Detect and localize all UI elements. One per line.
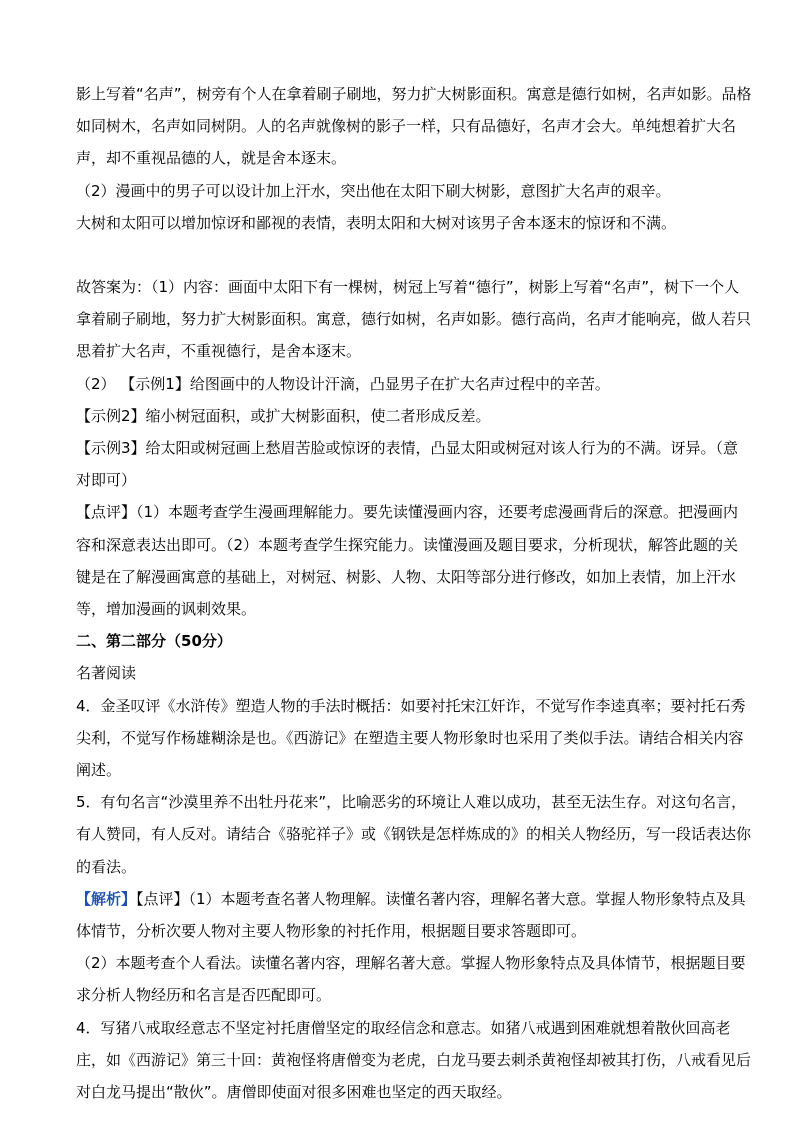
analysis-tag: 【解析】 (76, 889, 137, 908)
example-2: 【示例2】缩小树冠面积，或扩大树影面积，使二者形成反差。 (76, 406, 491, 425)
paragraph-gap (76, 239, 752, 271)
question-5: 5．有句名言“沙漠里养不出牡丹花来”，比喻恶劣的环境让人难以成功，甚至无法生存。对这句名言，有人赞同，有人反对。请结合《骆驼祥子》或《钢铁是怎样炼成的》的相关人物经历，写一段话表达你的看法。 (76, 793, 752, 876)
answer-paragraph-1: 影上写着“名声”，树旁有个人在拿着刷子刷地，努力扩大树影面积。寓意是德行如树，名声如影。品格如同树木，名声如同树阴。人的名声就像树的影子一样，只有品德好，名声才会大。单纯想着扩大名声，却不重视品德的人，就是舍本逐末。 (76, 85, 752, 168)
example-1: （2） 【示例1】给图画中的人物设计汗滴，凸显男子在扩大名声过程中的辛苦。 (76, 374, 610, 393)
answer-paragraph-2: （2）漫画中的男子可以设计加上汗水，突出他在太阳下刷大树影，意图扩大名声的艰辛。 (76, 181, 671, 200)
analysis-paragraph (76, 883, 752, 947)
commentary: 【点评】（1）本题考查学生漫画理解能力。要先读懂漫画内容，还要考虑漫画背后的深意。把漫画内容和深意表达出即可。（2）本题考查学生探究能力。读懂漫画及题目要求，分析现状，解答此题的关键是在了解漫画寓意的基础上，对树冠、树影、人物、太阳等部分进行修改，如加上表情，加上汗水等，增加漫画的讽刺效果。 (76, 503, 739, 619)
example-3: 【示例3】给太阳或树冠画上愁眉苦脸或惊讶的表情，凸显太阳或树冠对该人行为的不满。讶异。（意对即可） (76, 439, 739, 490)
section-subheading: 名著阅读 (76, 664, 137, 683)
answer-4: 4．写猪八戒取经意志不坚定衬托唐僧坚定的取经信念和意志。如猪八戒遇到困难就想着散伙回高老庄，如《西游记》第三十回：黄袍怪将唐僧变为老虎，白龙马要去刺杀黄袍怪却被其打伤，八戒看见后对白龙马提出“散伙”。唐僧即使面对很多困难也坚定的西天取经。 (76, 1018, 752, 1102)
answer-summary: 故答案为：（1）内容：画面中太阳下有一棵树，树冠上写着“德行”，树影上写着“名声”，树下一个人拿着刷子刷地，努力扩大树影面积。寓意，德行如树，名声如影。德行高尚，名声才能响亮，做人若只思着扩大名声，不重视德行，是舍本逐末。 (76, 278, 752, 361)
section-heading: 二、第二部分（50分） (76, 632, 232, 651)
analysis-text: 【点评】（1）本题考查名著人物理解。读懂名著内容，理解名著大意。掌握人物形象特点及具体情节，分析次要人物对主要人物形象的衬托作用，根据题目要求答题即可。 (76, 889, 746, 941)
analysis-paragraph-2: （2）本题考查个人看法。读懂名著内容，理解名著大意。掌握人物形象特点及具体情节，根据题目要求分析人物经历和名言是否匹配即可。 (76, 954, 746, 1005)
question-4: 4．金圣叹评《水浒传》塑造人物的手法时概括：如要衬托宋江奸诈，不觉写作李逵真率；要衬托石秀尖利，不觉写作杨雄糊涂是也。《西游记》在塑造主要人物形象时也采用了类似手法。请结合相关内容阐述。 (76, 696, 746, 780)
answer-paragraph-3: 大树和太阳可以增加惊讶和鄙视的表情，表明太阳和大树对该男子舍本逐末的惊讶和不满。 (76, 213, 677, 232)
